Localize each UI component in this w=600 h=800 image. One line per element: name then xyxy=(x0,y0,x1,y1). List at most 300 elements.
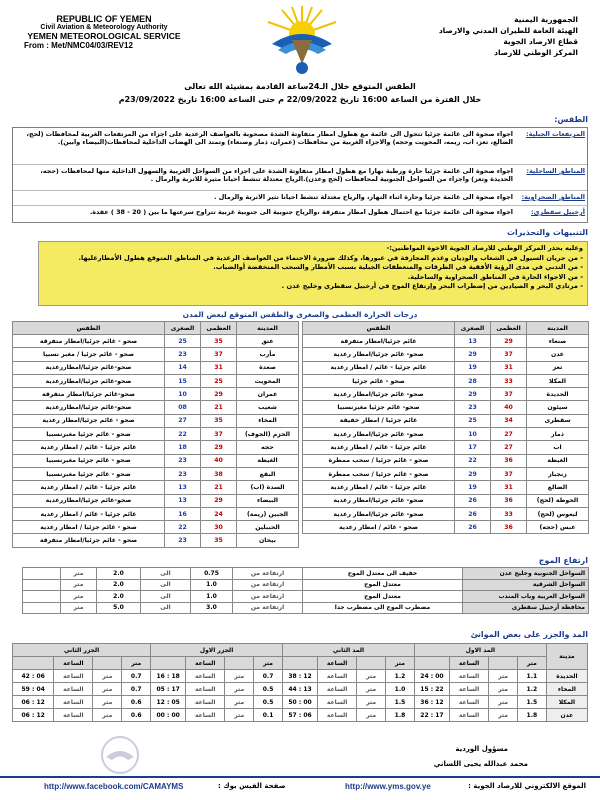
wave-row xyxy=(23,602,589,614)
weather-label: أرخبيل سقطرى: xyxy=(530,208,585,216)
weather-cell: صحو - غائم جزئيا / امطار رعدية xyxy=(13,521,165,534)
weather-text: اجواء صحوة الى غائمة جزئيا مع احتمال هطول امطار متفرقة ،والرياح جنوبية الى جنوبية غربية تتراوح سرعتها ما بين ( 20 - 38 ) عقدة. xyxy=(89,208,513,216)
tide-height: 0.5 xyxy=(254,696,283,709)
min-temp-cell: 25 xyxy=(455,414,491,427)
max-temp-cell: 37 xyxy=(491,467,527,480)
col-city: المدينة xyxy=(527,322,589,335)
wave-from-value: 3.0 xyxy=(191,602,233,614)
city-cell: لبعوس (لحج) xyxy=(527,507,589,520)
city-cell: الحزم (الجوف) xyxy=(237,428,299,441)
tide-subheader: متر xyxy=(517,657,546,670)
weather-cell: صحو-غائم جزئيا/امطاررعدية xyxy=(13,401,165,414)
tide-row xyxy=(13,683,588,696)
weather-cell: غائم جزئيا - غائم / امطار رعدية xyxy=(13,481,165,494)
weather-cell: صحو - غائم جزئيا xyxy=(303,374,455,387)
tide-time: 00 : 00 xyxy=(151,709,186,722)
wave-region: محافظة أرخبيل سقطرى xyxy=(463,602,589,614)
tide-unit: متر xyxy=(489,670,518,683)
min-temp-cell: 23 xyxy=(165,467,201,480)
min-temp-cell: 10 xyxy=(165,388,201,401)
temps-table-left xyxy=(12,321,299,548)
min-temp-cell: 19 xyxy=(455,361,491,374)
watermark-logo-icon xyxy=(100,735,140,775)
tide-time: 22 : 15 xyxy=(414,683,449,696)
city-cell: صنعاء xyxy=(527,335,589,348)
facebook-label: صفحة الفيس بوك : xyxy=(218,782,286,790)
max-temp-cell: 33 xyxy=(491,374,527,387)
wave-unit: متر xyxy=(61,591,97,603)
tide-row xyxy=(13,696,588,709)
tide-height: 1.2 xyxy=(386,670,415,683)
tide-hour-label: الساعة xyxy=(186,670,225,683)
min-temp-cell: 26 xyxy=(455,521,491,534)
english-header xyxy=(4,14,204,50)
weather-row-desert xyxy=(13,191,587,206)
wave-unit: متر xyxy=(61,579,97,591)
wave-to-value: 5.0 xyxy=(97,602,141,614)
col-weather: الطقس xyxy=(303,322,455,335)
header xyxy=(0,0,600,80)
table-row xyxy=(13,481,299,494)
min-temp-cell: 13 xyxy=(165,494,201,507)
tide-height: 0.1 xyxy=(254,709,283,722)
weather-cell: صحو- غائم جزئيا/امطار رعدية xyxy=(303,507,455,520)
table-row xyxy=(13,441,299,454)
warning-line: وعليه يحذر المركز الوطني للارصاد الجوية الاخوة المواطنين:- xyxy=(386,244,583,252)
max-temp-cell: 31 xyxy=(201,361,237,374)
en-line-3: YEMEN METEOROLOGICAL SERVICE xyxy=(27,31,181,41)
tide-height: 0.7 xyxy=(254,670,283,683)
city-cell: السدة (اب) xyxy=(237,481,299,494)
city-cell: سيئون xyxy=(527,401,589,414)
min-temp-cell: 23 xyxy=(165,454,201,467)
tide-table xyxy=(12,643,588,722)
tide-height: 1.8 xyxy=(517,709,546,722)
tide-subheader: متر xyxy=(122,657,151,670)
yemen-meteorology-logo-icon xyxy=(262,4,342,76)
min-temp-cell: 25 xyxy=(165,335,201,348)
tide-time: 04 : 59 xyxy=(13,683,54,696)
wave-state: مضطرب الموج الى مضطرب جدا xyxy=(303,602,463,614)
wave-blank xyxy=(23,591,61,603)
tide-time: 12 : 38 xyxy=(282,670,317,683)
min-temp-cell: 26 xyxy=(455,507,491,520)
weather-label: المناطق الصحراوية: xyxy=(521,193,585,201)
table-row xyxy=(13,534,299,547)
table-row xyxy=(13,414,299,427)
wave-unit: متر xyxy=(61,568,97,580)
title-line-1: الطقس المتوقع خلال الـ24ساعة القادمة بمشيئة الله تعالى xyxy=(184,82,416,91)
weather-cell: صحو - غائم جزئيا مغبرنسبيا xyxy=(13,454,165,467)
tide-height: 1.5 xyxy=(517,696,546,709)
tide-subheader: الساعة xyxy=(54,657,93,670)
table-row xyxy=(13,507,299,520)
table-row xyxy=(13,467,299,480)
tide-unit: متر xyxy=(489,696,518,709)
tide-subheader xyxy=(282,657,317,670)
max-temp-cell: 25 xyxy=(201,374,237,387)
tide-time: 13 : 44 xyxy=(282,683,317,696)
wave-row xyxy=(23,591,589,603)
col-min: الصغرى xyxy=(165,322,201,335)
tide-hour-label: الساعة xyxy=(318,696,357,709)
city-cell: الغيظة xyxy=(527,454,589,467)
table-row xyxy=(13,521,299,534)
weather-cell: صحو - غائم جزئيا / مغبر نسبيا xyxy=(13,348,165,361)
warnings-box xyxy=(38,241,588,306)
tide-height: 0.7 xyxy=(122,670,151,683)
max-temp-cell: 29 xyxy=(201,388,237,401)
shift-name: محمد عبدالله يحيى اللساني xyxy=(433,760,528,768)
tide-height: 1.2 xyxy=(517,683,546,696)
wave-from-label: ارتفاعة من xyxy=(233,568,303,580)
city-cell: المكلا xyxy=(527,374,589,387)
col-max: العظمى xyxy=(491,322,527,335)
wave-from-label: ارتفاعة من xyxy=(233,602,303,614)
col-port: مدينة xyxy=(546,644,587,670)
city-cell: الغيظة xyxy=(237,454,299,467)
max-temp-cell: 21 xyxy=(201,481,237,494)
wave-region: السواحل الجنوبية وخليج عدن xyxy=(463,568,589,580)
col-second-high: المد الثاني xyxy=(282,644,414,657)
min-temp-cell: 10 xyxy=(455,428,491,441)
wave-to-value: 2.0 xyxy=(97,579,141,591)
weather-section-title: الطقس: xyxy=(554,115,588,124)
table-row xyxy=(13,454,299,467)
tide-hour-label: الساعة xyxy=(449,670,488,683)
table-row xyxy=(303,401,589,414)
tide-title: المد والجزر على بعض الموانئ xyxy=(470,630,588,639)
wave-to-label: الى xyxy=(141,579,191,591)
ar-line-2: الهيئة العامة للطيران المدني والارصاد xyxy=(438,26,578,35)
tide-height: 1.0 xyxy=(386,683,415,696)
table-row xyxy=(303,348,589,361)
wave-from-label: ارتفاعة من xyxy=(233,591,303,603)
tide-row xyxy=(13,670,588,683)
tide-time: 00 : 24 xyxy=(414,670,449,683)
tide-unit: متر xyxy=(357,696,386,709)
min-temp-cell: 18 xyxy=(165,441,201,454)
en-line-2: Civil Aviation & Meteorology Authority xyxy=(40,24,168,31)
tide-height: 0.5 xyxy=(254,683,283,696)
weather-cell: غائم جزئيا / امطار خفيفة xyxy=(303,414,455,427)
arabic-header xyxy=(398,14,578,58)
warning-line: - من الاجواء الحارة في المناطق الصحراوية والساحلية. xyxy=(407,272,583,281)
table-row xyxy=(303,441,589,454)
weather-text: اجواء صحوة الى غائمة جزئيا وحارة اثناء النهار، والرياح معتدلة تنشط احيانا تثير الاتربة والرمال . xyxy=(214,193,513,201)
table-row xyxy=(303,428,589,441)
tide-hour-label: الساعة xyxy=(318,709,357,722)
wave-blank xyxy=(23,602,61,614)
wave-table xyxy=(22,567,589,614)
max-temp-cell: 37 xyxy=(201,348,237,361)
tide-unit: متر xyxy=(93,709,122,722)
tide-height: 0.6 xyxy=(122,696,151,709)
weather-cell: غائم جزئيا - غائم / امطار رعدية xyxy=(303,481,455,494)
temps-table-right xyxy=(302,321,589,534)
min-temp-cell: 13 xyxy=(165,481,201,494)
tide-port: الحديدة xyxy=(546,670,587,683)
city-cell: زنجبار xyxy=(527,467,589,480)
weather-cell: صحو - غائم جزئيا مغبرنسبيا xyxy=(13,428,165,441)
table-row xyxy=(303,361,589,374)
temps-title: درجات الحرارة العظمى والصغرى والطقس المتوقع لبعض المدن xyxy=(182,310,418,319)
wave-state: معتدل الموج xyxy=(303,591,463,603)
city-cell: الحبيلين xyxy=(237,521,299,534)
max-temp-cell: 21 xyxy=(201,401,237,414)
tide-subheader xyxy=(357,657,386,670)
max-temp-cell: 29 xyxy=(201,494,237,507)
max-temp-cell: 31 xyxy=(491,481,527,494)
table-row xyxy=(303,467,589,480)
wave-from-value: 1.0 xyxy=(191,591,233,603)
tide-hour-label: الساعة xyxy=(318,683,357,696)
table-row xyxy=(303,374,589,387)
min-temp-cell: 17 xyxy=(455,441,491,454)
city-cell: بيحان xyxy=(237,534,299,547)
max-temp-cell: 33 xyxy=(491,507,527,520)
title-line-2: خلال الفترة من الساعة 16:00 تاريخ 22/09/2022 م حتى الساعة 16:00 تاريخ 23/09/2022م xyxy=(118,95,482,104)
max-temp-cell: 29 xyxy=(201,441,237,454)
min-temp-cell: 26 xyxy=(455,494,491,507)
weather-cell: صحو - غائم / امطار رعدية xyxy=(303,521,455,534)
tide-unit: متر xyxy=(93,696,122,709)
min-temp-cell: 27 xyxy=(165,414,201,427)
tide-height: 1.5 xyxy=(386,696,415,709)
tide-row xyxy=(13,709,588,722)
tide-unit: متر xyxy=(489,709,518,722)
city-cell: اب xyxy=(527,441,589,454)
col-city: المدينة xyxy=(237,322,299,335)
min-temp-cell: 23 xyxy=(165,534,201,547)
table-row xyxy=(303,454,589,467)
col-max: العظمى xyxy=(201,322,237,335)
city-cell: حجه xyxy=(237,441,299,454)
table-row xyxy=(303,481,589,494)
table-row xyxy=(13,374,299,387)
max-temp-cell: 40 xyxy=(491,401,527,414)
max-temp-cell: 36 xyxy=(491,454,527,467)
tide-height: 0.7 xyxy=(122,683,151,696)
weather-cell: صحو - غائم جزئيا/امطار متفرقة xyxy=(13,335,165,348)
max-temp-cell: 27 xyxy=(491,441,527,454)
max-temp-cell: 38 xyxy=(201,467,237,480)
weather-cell: غائم جزئيا/امطار متفرقة xyxy=(303,335,455,348)
city-cell: الجبين (ريمة) xyxy=(237,507,299,520)
wave-row xyxy=(23,568,589,580)
wave-to-value: 2.0 xyxy=(97,591,141,603)
min-temp-cell: 19 xyxy=(455,481,491,494)
max-temp-cell: 35 xyxy=(201,414,237,427)
tide-unit: متر xyxy=(225,696,254,709)
table-row xyxy=(303,414,589,427)
tide-height: 1.8 xyxy=(386,709,415,722)
tide-unit: متر xyxy=(93,683,122,696)
wave-row xyxy=(23,579,589,591)
tide-subheader xyxy=(93,657,122,670)
web-label: الموقع الالكتروني للارصاد الجوية : xyxy=(468,782,586,790)
tide-time: 17 : 05 xyxy=(151,683,186,696)
max-temp-cell: 27 xyxy=(491,428,527,441)
max-temp-cell: 37 xyxy=(201,428,237,441)
weather-cell: صحو-غائم جزئيا/امطاررعدية xyxy=(13,494,165,507)
weather-cell: صحو- غائم جزئيا/امطار رعدية xyxy=(303,428,455,441)
city-cell: عتق xyxy=(237,335,299,348)
tide-hour-label: الساعة xyxy=(54,670,93,683)
weather-cell: صحو- غائم جزئيا مغبرنسبيا xyxy=(303,401,455,414)
wave-to-value: 2.0 xyxy=(97,568,141,580)
min-temp-cell: 22 xyxy=(165,521,201,534)
min-temp-cell: 08 xyxy=(165,401,201,414)
tide-subheader: الساعة xyxy=(449,657,488,670)
max-temp-cell: 29 xyxy=(491,335,527,348)
city-cell: الضالع xyxy=(527,481,589,494)
tide-time: 12 : 36 xyxy=(414,696,449,709)
max-temp-cell: 40 xyxy=(201,454,237,467)
wave-region: السواحل الغربية وباب المندب xyxy=(463,591,589,603)
shift-responsible: مسؤول الوردية xyxy=(455,745,508,753)
weather-cell: صحو - غائم جزئيا مغبرنسبيا xyxy=(13,467,165,480)
city-cell: المحويت xyxy=(237,374,299,387)
city-cell: سقطرى xyxy=(527,414,589,427)
weather-cell: غائم جزئيا - غائم / امطار رعدية xyxy=(303,361,455,374)
wave-region: السواحل الشرقية xyxy=(463,579,589,591)
forecast-title xyxy=(60,82,540,104)
tide-hour-label: الساعة xyxy=(54,683,93,696)
website-link[interactable]: http://www.yms.gov.ye xyxy=(345,782,431,791)
city-cell: الحوطة (لحج) xyxy=(527,494,589,507)
wave-unit: متر xyxy=(61,602,97,614)
footer-line xyxy=(0,776,600,778)
max-temp-cell: 31 xyxy=(491,361,527,374)
city-cell: عمران xyxy=(237,388,299,401)
col-min: الصغرى xyxy=(455,322,491,335)
tide-unit: متر xyxy=(225,670,254,683)
max-temp-cell: 36 xyxy=(491,494,527,507)
tide-port: المكلا xyxy=(546,696,587,709)
city-cell: ذمار xyxy=(527,428,589,441)
tide-subheader: متر xyxy=(386,657,415,670)
warning-line: - مرتادي البحر و الصيادين من إضطراب البحر وإرتفاع الموج في أرخبيل سقطرى وخليج عدن . xyxy=(281,282,583,291)
min-temp-cell: 29 xyxy=(455,348,491,361)
warnings-title: التنبيهات والتحذيرات xyxy=(506,228,588,237)
tide-unit: متر xyxy=(357,709,386,722)
wave-to-label: الى xyxy=(141,591,191,603)
weather-box xyxy=(12,127,588,223)
weather-row-highlands xyxy=(13,128,587,165)
weather-label: المناطق الساحلية: xyxy=(526,167,585,175)
tide-time: 12 : 06 xyxy=(13,709,54,722)
wave-from-label: ارتفاعة من xyxy=(233,579,303,591)
city-cell: عبس (حجه) xyxy=(527,521,589,534)
min-temp-cell: 13 xyxy=(455,335,491,348)
tide-hour-label: الساعة xyxy=(186,696,225,709)
col-second-low: الجزر الثاني xyxy=(13,644,151,657)
wave-to-label: الى xyxy=(141,602,191,614)
weather-row-socotra xyxy=(13,206,587,223)
tide-hour-label: الساعة xyxy=(54,696,93,709)
weather-cell: صحو- غائم جزئيا/امطار رعدية xyxy=(303,388,455,401)
table-row xyxy=(13,361,299,374)
weather-cell: غائم جزئيا - غائم / امطار رعدية xyxy=(13,441,165,454)
min-temp-cell: 23 xyxy=(455,401,491,414)
table-row xyxy=(13,388,299,401)
weather-cell: صحو-غائم جزئيا/امطاررعدية xyxy=(13,361,165,374)
weather-cell: صحو-غائم جزئيا/امطار متفرقة xyxy=(13,388,165,401)
tide-subheader: الساعة xyxy=(186,657,225,670)
weather-cell: صحو- غائم جزئيا/امطار رعدية xyxy=(303,494,455,507)
weather-cell: غائم جزئيا - غائم / امطار رعدية xyxy=(13,507,165,520)
ar-line-4: المركز الوطني للارصاد xyxy=(494,48,578,57)
ar-line-1: الجمهورية اليمنية xyxy=(514,15,578,24)
en-line-1: REPUBLIC OF YEMEN xyxy=(56,14,152,24)
tide-time: 05 : 12 xyxy=(151,696,186,709)
city-cell: عدن xyxy=(527,348,589,361)
wave-from-value: 1.0 xyxy=(191,579,233,591)
tide-time: 00 : 50 xyxy=(282,696,317,709)
weather-cell: صحو - غائم جزئيا/امطار رعدية xyxy=(13,414,165,427)
wave-state: خفيف الى معتدل الموج xyxy=(303,568,463,580)
weather-label: المرتفعات الجبلية: xyxy=(526,130,585,138)
city-cell: البقع xyxy=(237,467,299,480)
weather-text: اجواء صحوة الى غائمة جزئيا حارة ورطبة نهارا مع هطول امطار متفاوتة الشدة على اجزاء من السواحل الغربية والسهول الداخلية منها لمحافظات (حجه، الحديدة وتعز) واجزاء من السواحل الجنوبية لمحافظات (لحج وعدن).الرياح معتدلة تنشط احيانا مثيرة للاتربة والرمال . xyxy=(40,167,513,184)
tide-height: 1.1 xyxy=(517,670,546,683)
min-temp-cell: 22 xyxy=(455,454,491,467)
tide-unit: متر xyxy=(489,683,518,696)
table-row xyxy=(303,388,589,401)
table-row xyxy=(303,494,589,507)
wave-blank xyxy=(23,568,61,580)
tide-port: المخاء xyxy=(546,683,587,696)
tide-time: 06 : 57 xyxy=(282,709,317,722)
tide-hour-label: الساعة xyxy=(318,670,357,683)
warning-line: - من جريان السيول في الشعاب والوديان وعدم المجازفة في عبورها، وكذلك ضرورة الاحتماء من العواصف الرعدية في المناطق المتوقع هطول الأمطارعليها. xyxy=(78,253,583,262)
tide-time: 12 : 06 xyxy=(13,696,54,709)
tide-subheader xyxy=(225,657,254,670)
city-cell: صعدة xyxy=(237,361,299,374)
max-temp-cell: 37 xyxy=(491,348,527,361)
weather-cell: صحو- غائم جزئيا/امطار رعدية xyxy=(303,348,455,361)
table-row xyxy=(303,507,589,520)
wave-blank xyxy=(23,579,61,591)
tide-height: 0.6 xyxy=(122,709,151,722)
tide-hour-label: الساعة xyxy=(449,696,488,709)
weather-text: اجواء صحوة الى غائمة جزئيا تتحول الى غائمة مع هطول امطار متفاوتة الشدة مصحوبة بالعواصف الرعدية على اجزاء من المرتفعات الغربية لمحافظات (لحج، الضالع، تعز، اب، ريمه، المحويت وحجه) والاجزاء الغربية من محافظات (عمران، ذمار وصنعاء) وتمتد الى الهضاب الداخلية لمحافظات(البيضاء وابين). xyxy=(26,130,513,147)
max-temp-cell: 36 xyxy=(491,521,527,534)
tide-hour-label: الساعة xyxy=(186,709,225,722)
min-temp-cell: 16 xyxy=(165,507,201,520)
facebook-link[interactable]: http://www.facebook.com/CAMAYMS xyxy=(44,782,184,791)
min-temp-cell: 14 xyxy=(165,361,201,374)
city-cell: مأرب xyxy=(237,348,299,361)
weather-cell: صحو - غائم جزئيا / سحب ممطرة xyxy=(303,454,455,467)
tide-port: عدن xyxy=(546,709,587,722)
table-row xyxy=(303,335,589,348)
max-temp-cell: 35 xyxy=(201,335,237,348)
tide-subheader: الساعة xyxy=(318,657,357,670)
tide-unit: متر xyxy=(225,683,254,696)
table-row xyxy=(13,428,299,441)
max-temp-cell: 35 xyxy=(201,534,237,547)
tide-subheader xyxy=(414,657,449,670)
tide-hour-label: الساعة xyxy=(449,709,488,722)
table-row xyxy=(13,335,299,348)
min-temp-cell: 23 xyxy=(165,348,201,361)
weather-row-coastal xyxy=(13,165,587,191)
max-temp-cell: 24 xyxy=(201,507,237,520)
en-line-4: From : Met/NMC04/03/REV12 xyxy=(24,41,133,50)
city-cell: البيضاء xyxy=(237,494,299,507)
